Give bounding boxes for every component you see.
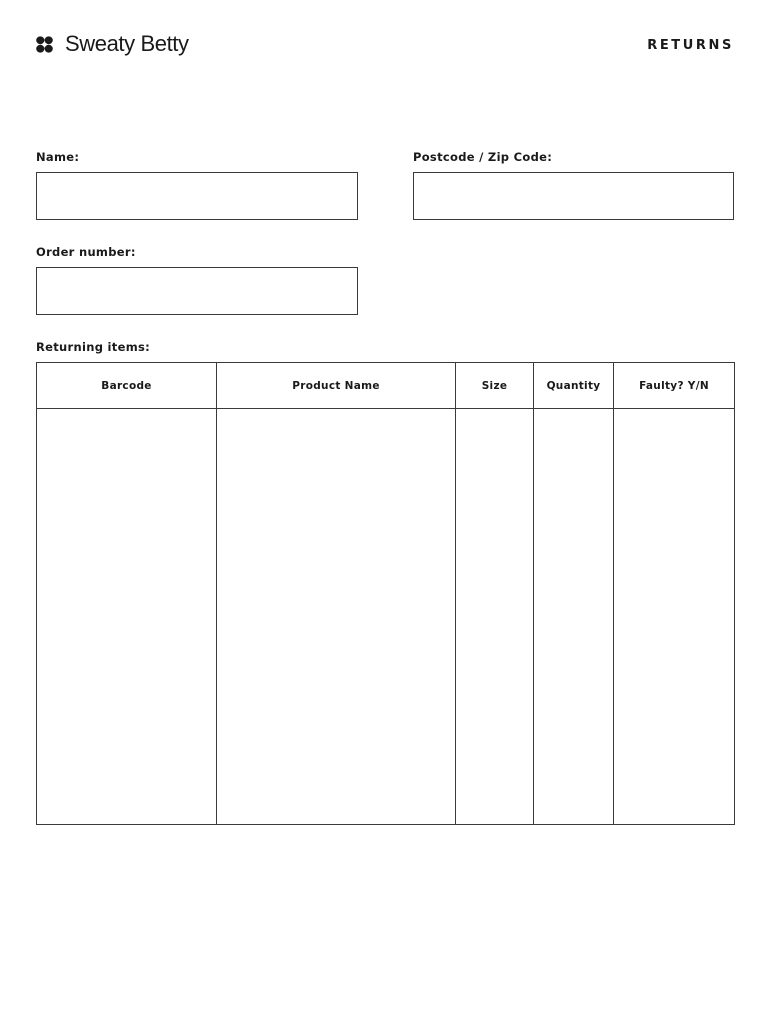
document-title: RETURNS xyxy=(647,38,734,53)
table-row xyxy=(37,409,735,825)
column-header-product-name: Product Name xyxy=(217,363,456,409)
column-header-size: Size xyxy=(456,363,534,409)
four-petal-logo-icon xyxy=(36,36,53,53)
name-field[interactable] xyxy=(36,172,358,220)
postcode-label: Postcode / Zip Code: xyxy=(413,150,553,164)
order-number-label: Order number: xyxy=(36,245,136,259)
returning-items-table xyxy=(36,362,735,825)
order-number-field[interactable] xyxy=(36,267,358,315)
faulty-cell[interactable] xyxy=(614,409,735,825)
column-header-quantity: Quantity xyxy=(534,363,614,409)
column-header-faulty: Faulty? Y/N xyxy=(614,363,735,409)
quantity-cell[interactable] xyxy=(534,409,614,825)
barcode-cell[interactable] xyxy=(37,409,217,825)
brand-name: Sweaty Betty xyxy=(65,31,189,56)
returning-items-label: Returning items: xyxy=(36,340,151,354)
column-header-barcode: Barcode xyxy=(37,363,217,409)
product-name-cell[interactable] xyxy=(217,409,456,825)
brand-logo xyxy=(36,30,189,58)
postcode-field[interactable] xyxy=(413,172,734,220)
size-cell[interactable] xyxy=(456,409,534,825)
name-label: Name: xyxy=(36,150,80,164)
table-header-row xyxy=(37,363,735,409)
